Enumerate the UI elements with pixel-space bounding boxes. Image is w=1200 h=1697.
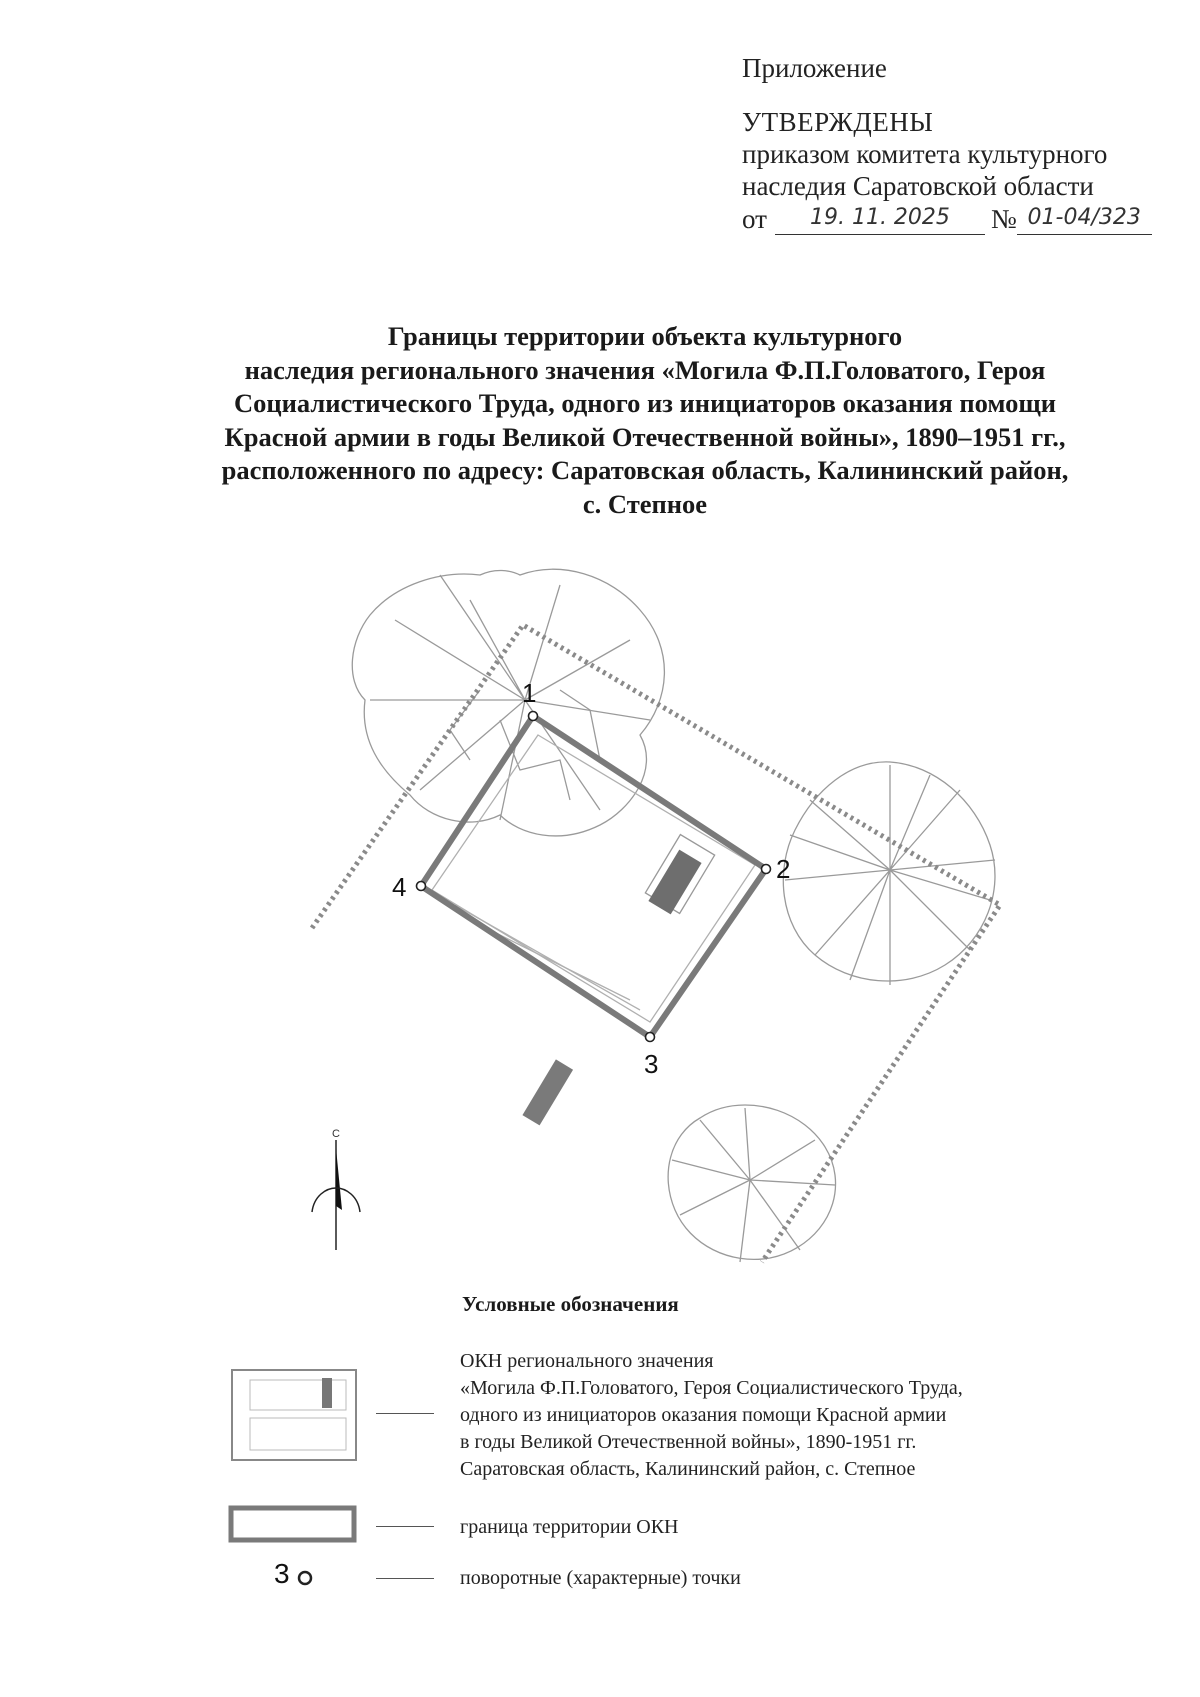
monument-icon	[648, 850, 701, 915]
turning-point-marker	[417, 882, 426, 891]
point-label-4: 4	[392, 872, 407, 902]
title-line: с. Степное	[582, 488, 708, 519]
north-label: С	[332, 1128, 340, 1140]
grave-plot	[432, 735, 755, 1022]
turning-point-marker	[646, 1033, 655, 1042]
order-date: 19. 11. 2025	[775, 202, 985, 235]
tree-icon	[668, 1105, 835, 1262]
legend-points-label: поворотные (характерные) точки	[460, 1567, 741, 1589]
legend-border-label: граница территории ОКН	[460, 1516, 679, 1538]
title-line: расположенного по адресу: Саратовская область, Калининский район,	[221, 455, 1069, 485]
point-label-3: 3	[644, 1049, 659, 1079]
legend-title: Условные обозначения	[462, 1292, 679, 1316]
title-line: Красной армии в годы Великой Отечественной войны», 1890–1951 гг.,	[224, 421, 1066, 452]
date-prefix: от	[742, 204, 767, 234]
legend-okn-symbol	[232, 1370, 356, 1460]
okn-territory-boundary	[421, 716, 766, 1037]
dotted-zone-line	[312, 625, 1000, 1262]
north-arrow-icon	[312, 1128, 360, 1250]
order-line-2: наследия Саратовской области	[742, 171, 1094, 201]
order-line-1: приказом комитета культурного	[742, 139, 1108, 169]
legend-okn-line: одного из инициаторов оказания помощи Красной армии	[460, 1404, 947, 1426]
approved-label: УТВЕРЖДЕНЫ	[742, 107, 934, 137]
tree-icon	[352, 569, 664, 836]
legend-okn-line: ОКН регионального значения	[460, 1350, 714, 1372]
appendix-label: Приложение	[742, 53, 887, 83]
legend-point-digit: 3	[274, 1558, 290, 1589]
turning-point-marker	[529, 712, 538, 721]
legend-okn-description	[460, 1348, 963, 1483]
point-label-2: 2	[776, 854, 791, 884]
legend-border-symbol	[231, 1508, 354, 1540]
title-line: наследия регионального значения «Могила Ф.П.Головатого, Героя	[244, 354, 1046, 385]
legend-okn-line: в годы Великой Отечественной войны», 1890-1951 гг.	[460, 1431, 917, 1453]
monument-icon	[522, 1059, 573, 1125]
title-line: Границы территории объекта культурного	[387, 321, 903, 351]
point-label-1: 1	[522, 678, 537, 708]
legend-okn-line: Саратовская область, Калининский район, с. Степное	[460, 1458, 916, 1480]
legend-okn-line: «Могила Ф.П.Головатого, Героя Социалистического Труда,	[460, 1377, 963, 1399]
turning-point-marker	[762, 865, 771, 874]
legend-dash	[376, 1413, 434, 1414]
title-line: Социалистического Труда, одного из инициаторов оказания помощи	[233, 388, 1056, 418]
legend-dash	[376, 1578, 434, 1579]
legend-point-symbol	[299, 1572, 311, 1584]
order-number: 01-04/323	[1017, 202, 1152, 235]
legend-dash	[376, 1526, 434, 1527]
number-prefix: №	[990, 204, 1017, 234]
